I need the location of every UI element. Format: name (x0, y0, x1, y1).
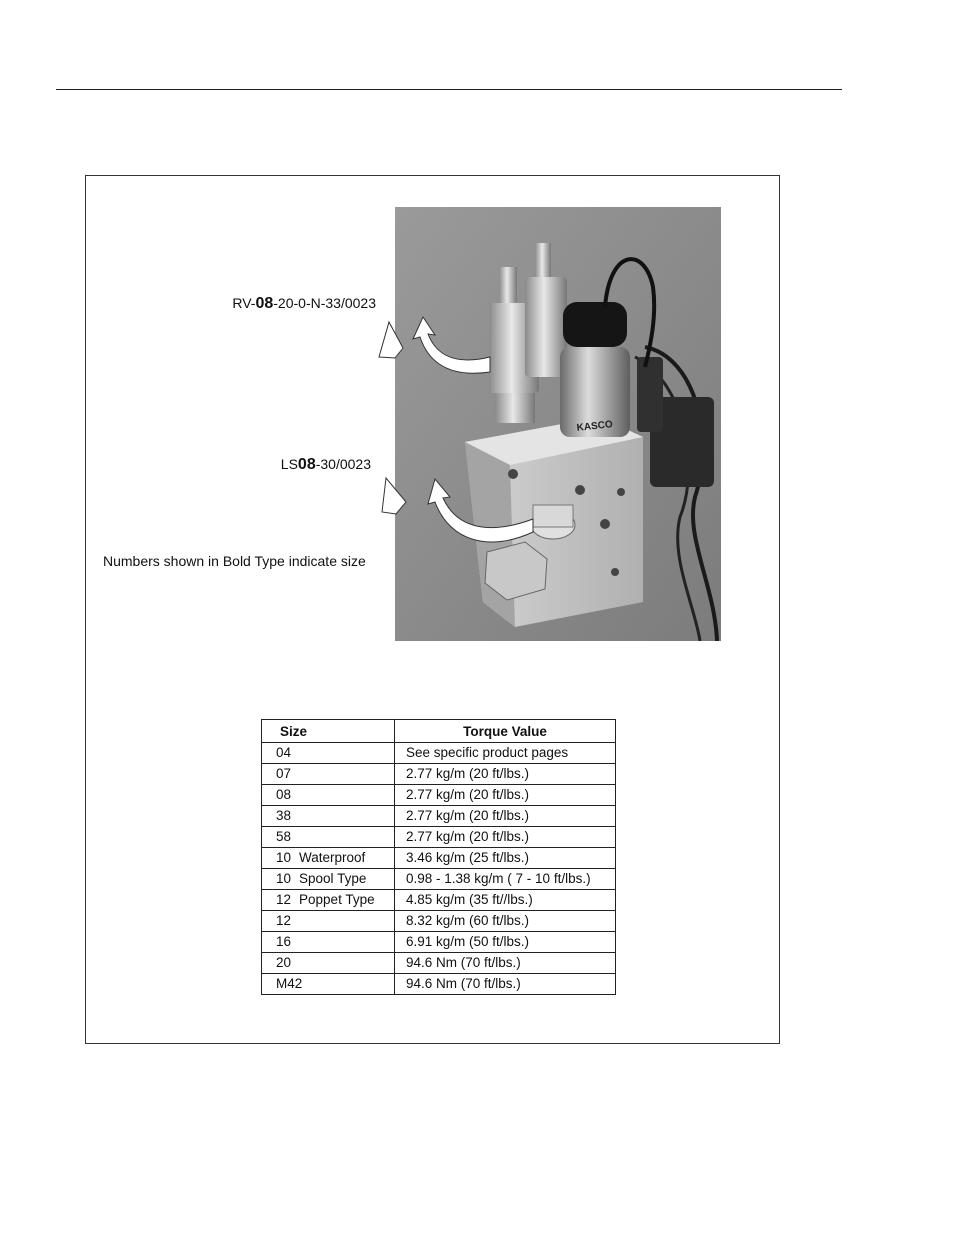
size-cell (262, 743, 395, 764)
size-cell (262, 932, 395, 953)
torque-cell: 94.6 Nm (70 ft/lbs.) (395, 974, 616, 995)
rv-size: 08 (255, 295, 274, 312)
torque-cell: 3.46 kg/m (25 ft/lbs.) (395, 848, 616, 869)
torque-cell: 0.98 - 1.38 kg/m ( 7 - 10 ft/lbs.) (395, 869, 616, 890)
torque-table (261, 719, 616, 995)
torque-cell: 6.91 kg/m (50 ft/lbs.) (395, 932, 616, 953)
size-type: Waterproof (299, 850, 366, 865)
torque-cell: 2.77 kg/m (20 ft/lbs.) (395, 827, 616, 848)
torque-cell: 94.6 Nm (70 ft/lbs.) (395, 953, 616, 974)
table-row (262, 764, 616, 785)
table-row (262, 953, 616, 974)
rv-part-callout (232, 295, 376, 313)
size-type: Spool Type (299, 871, 367, 886)
ls-part-callout (281, 456, 371, 474)
valve-manifold-photo (395, 207, 721, 641)
size-type: Poppet Type (299, 892, 375, 907)
size-value: 12 (276, 913, 292, 928)
table-row (262, 827, 616, 848)
torque-header: Torque Value (395, 720, 616, 743)
torque-cell: See specific product pages (395, 743, 616, 764)
table-header-row (262, 720, 616, 743)
table-row (262, 974, 616, 995)
size-value: M42 (276, 976, 303, 991)
ls-prefix: LS (280, 456, 298, 472)
table-row (262, 743, 616, 764)
size-cell (262, 974, 395, 995)
valve-manifold-illustration (395, 207, 721, 641)
torque-cell: 8.32 kg/m (60 ft/lbs.) (395, 911, 616, 932)
torque-cell: 2.77 kg/m (20 ft/lbs.) (395, 806, 616, 827)
table-row (262, 848, 616, 869)
size-cell (262, 890, 395, 911)
size-cell (262, 869, 395, 890)
ls-suffix: -30/0023 (315, 456, 371, 472)
size-value: 08 (276, 787, 292, 802)
rv-arrow-tip (375, 320, 405, 360)
table-row (262, 911, 616, 932)
size-cell (262, 785, 395, 806)
table-row (262, 890, 616, 911)
torque-cell: 2.77 kg/m (20 ft/lbs.) (395, 785, 616, 806)
size-value: 04 (276, 745, 292, 760)
size-value: 20 (276, 955, 292, 970)
size-cell (262, 764, 395, 785)
rv-prefix: RV- (232, 295, 256, 311)
size-value: 58 (276, 829, 292, 844)
size-cell (262, 953, 395, 974)
size-header: Size (262, 720, 395, 743)
size-cell (262, 911, 395, 932)
size-value: 10 (276, 871, 292, 886)
ls-size: 08 (297, 456, 316, 473)
table-row (262, 869, 616, 890)
size-cell (262, 827, 395, 848)
size-value: 10 (276, 850, 292, 865)
table-row (262, 932, 616, 953)
size-cell (262, 848, 395, 869)
bold-size-note: Numbers shown in Bold Type indicate size (103, 553, 366, 569)
size-value: 12 (276, 892, 292, 907)
table-row (262, 806, 616, 827)
torque-table-body (262, 743, 616, 995)
ls-arrow-tip (378, 476, 408, 516)
torque-cell: 2.77 kg/m (20 ft/lbs.) (395, 764, 616, 785)
size-cell (262, 806, 395, 827)
table-row (262, 785, 616, 806)
rv-suffix: -20-0-N-33/0023 (273, 295, 376, 311)
torque-cell: 4.85 kg/m (35 ft//lbs.) (395, 890, 616, 911)
coil-brand-text: KASCO (576, 419, 614, 434)
size-value: 38 (276, 808, 292, 823)
size-value: 16 (276, 934, 292, 949)
size-value: 07 (276, 766, 292, 781)
header-rule (56, 89, 842, 90)
